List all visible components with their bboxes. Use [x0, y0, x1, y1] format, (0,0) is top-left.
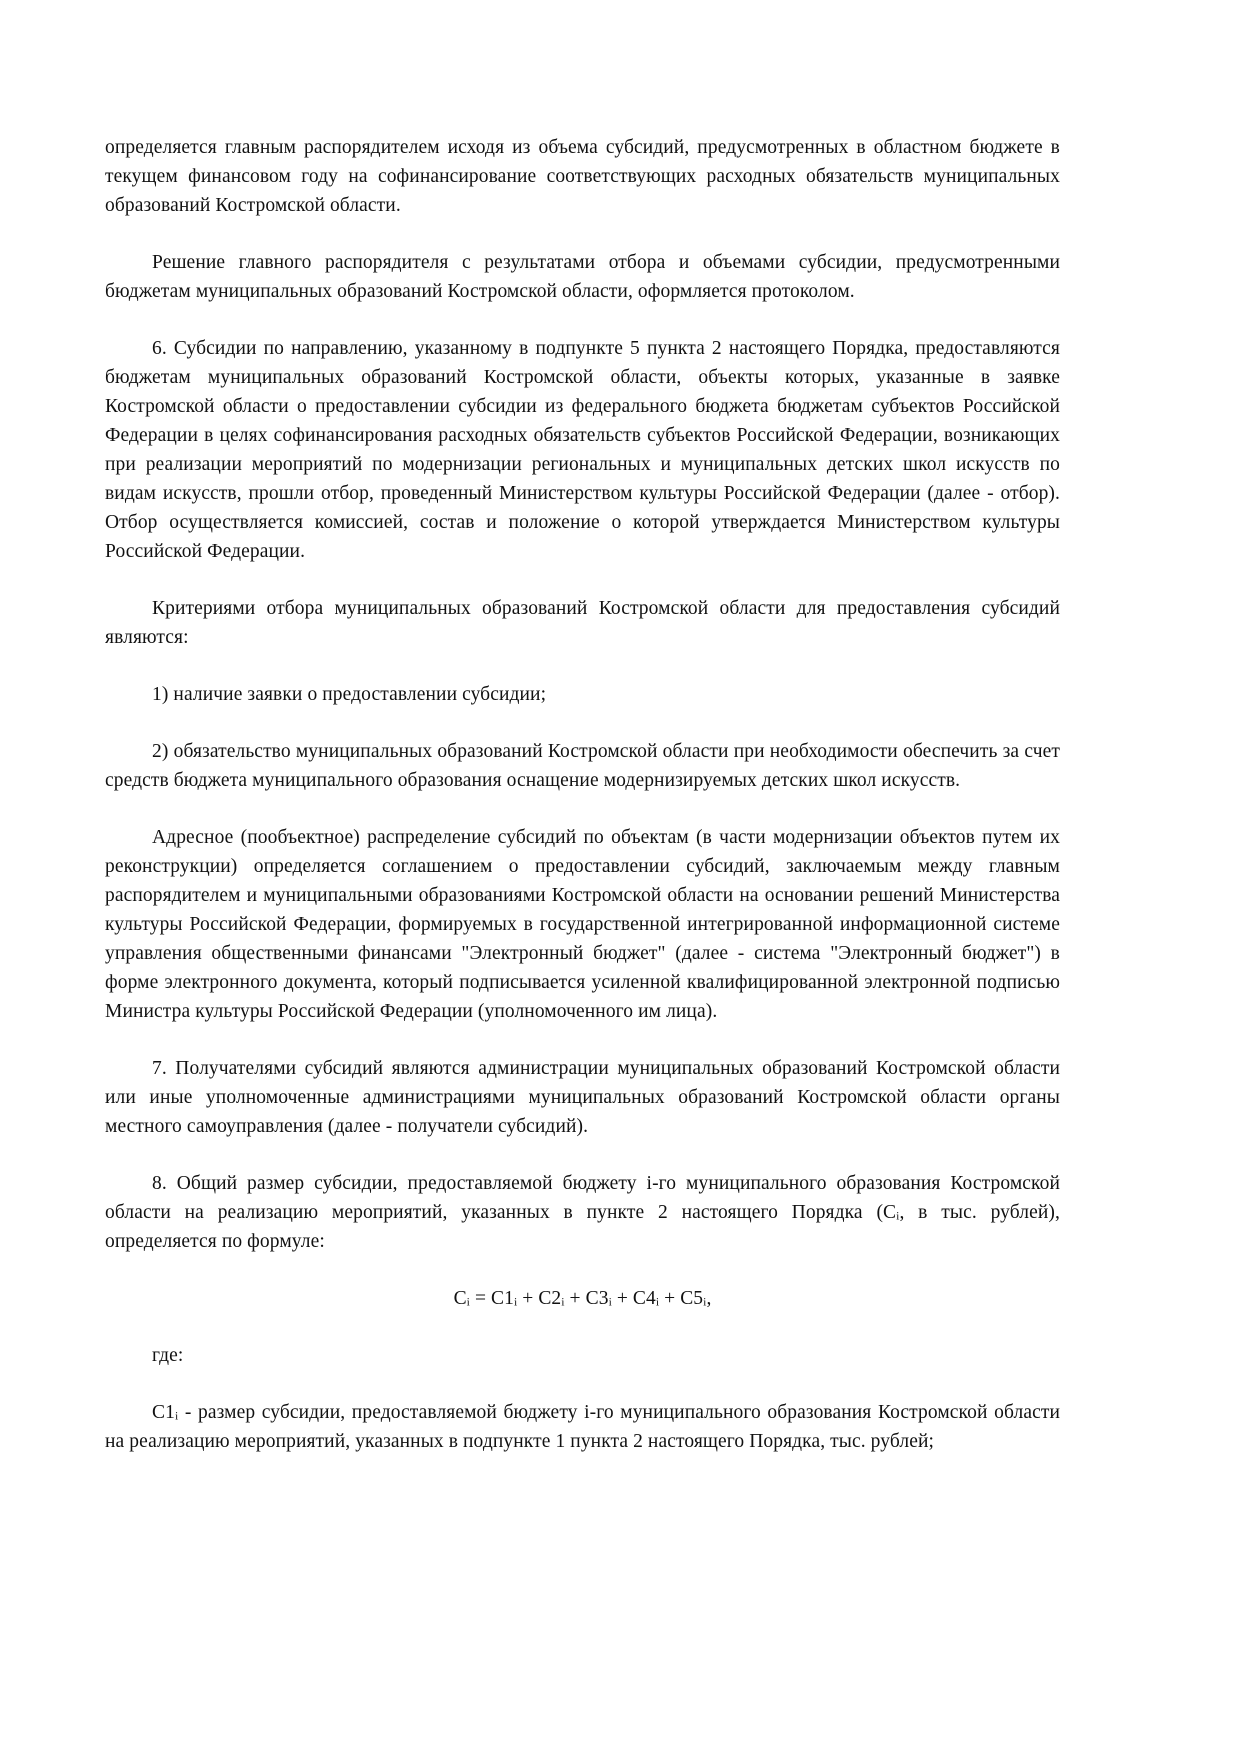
subsidy-formula: Cᵢ = C1ᵢ + C2ᵢ + C3ᵢ + C4ᵢ + C5ᵢ,	[453, 1288, 712, 1309]
paragraph-clause-7: 7. Получателями субсидий являются администрации муниципальных образований Костромской области или иные уполномоченные администрациями муниципальных образований Костромской области органы местного самоуправления (далее - получатели субсидий).	[105, 1058, 1060, 1137]
paragraph-clause-8: 8. Общий размер субсидии, предоставляемой бюджету i-го муниципального образования Костромской области на реализацию мероприятий, указанных в пункте 2 настоящего Порядка (Cᵢ, в тыс. рублей), определяется по формуле:	[105, 1173, 1060, 1252]
paragraph-continuation: определяется главным распорядителем исходя из объема субсидий, предусмотренных в областном бюджете в текущем финансовом году на софинансирование соответствующих расходных обязательств муниципальных образований Костромской области.	[105, 137, 1060, 216]
paragraph-criterion-1: 1) наличие заявки о предоставлении субсидии;	[152, 684, 547, 705]
paragraph-clause-6: 6. Субсидии по направлению, указанному в подпункте 5 пункта 2 настоящего Порядка, предоставляются бюджетам муниципальных образований Костромской области, объекты которых, указанные в заявке Костромской области о предоставлении субсидии из федерального бюджета бюджетам субъектов Российской Федерации в целях софинансирования расходных обязательств субъектов Российской Федерации, возникающих при реализации мероприятий по модернизации региональных и муниципальных детских школ искусств по видам искусств, прошли отбор, проведенный Министерством культуры Российской Федерации (далее - отбор). Отбор осуществляется комиссией, состав и положение о которой утверждается Министерством культуры Российской Федерации.	[105, 338, 1060, 562]
paragraph-decision-protocol: Решение главного распорядителя с результатами отбора и объемами субсидии, предусмотренными бюджетам муниципальных образований Костромской области, оформляется протоколом.	[105, 252, 1060, 302]
paragraph-criteria-intro: Критериями отбора муниципальных образований Костромской области для предоставления субсидий являются:	[105, 598, 1060, 648]
paragraph-c1-definition: C1ᵢ - размер субсидии, предоставляемой бюджету i-го муниципального образования Костромской области на реализацию мероприятий, указанных в подпункте 1 пункта 2 настоящего Порядка, тыс. рублей;	[105, 1402, 1060, 1452]
paragraph-address-distribution: Адресное (пообъектное) распределение субсидий по объектам (в части модернизации объектов путем их реконструкции) определяется соглашением о предоставлении субсидий, заключаемым между главным распорядителем и муниципальными образованиями Костромской области на основании решений Министерства культуры Российской Федерации, формируемых в государственной интегрированной информационной системе управления общественными финансами "Электронный бюджет" (далее - система "Электронный бюджет") в форме электронного документа, который подписывается усиленной квалифицированной электронной подписью Министра культуры Российской Федерации (уполномоченного им лица).	[105, 827, 1060, 1022]
paragraph-criterion-2: 2) обязательство муниципальных образований Костромской области при необходимости обеспечить за счет средств бюджета муниципального образования оснащение модернизируемых детских школ искусств.	[105, 741, 1060, 791]
paragraph-where: где:	[152, 1345, 184, 1366]
